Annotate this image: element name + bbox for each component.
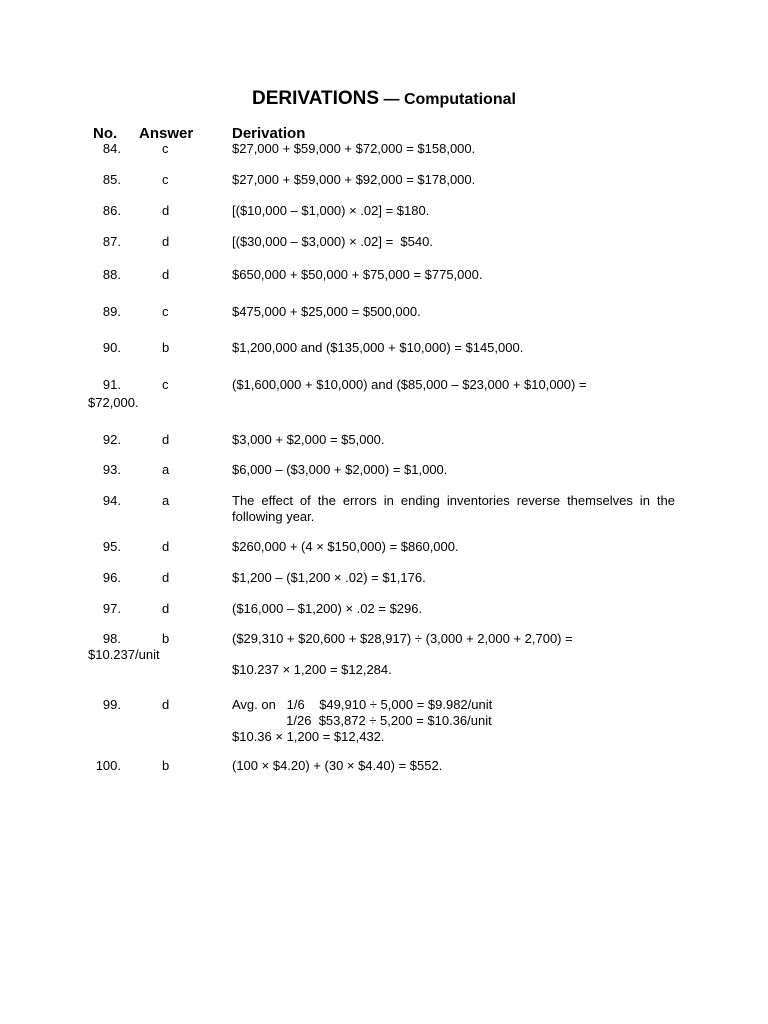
answer-letter: c [162,141,169,156]
answer-letter: a [162,462,170,477]
answer-letter: b [162,340,170,355]
question-number: 96. [102,570,121,585]
column-header-derivation: Derivation [232,125,306,142]
derivation-text: $3,000 + $2,000 = $5,000. [232,432,385,447]
question-number: 94. [102,493,121,508]
derivation-continuation-text: $10.237/unit [88,647,160,662]
answer-letter: d [162,432,170,447]
answer-letter: d [162,234,170,249]
answer-letter: c [162,172,169,187]
derivation-text: ($29,310 + $20,600 + $28,917) ÷ (3,000 + 2,000 + 2,700) = [232,631,573,646]
column-header-answer: Answer [139,125,194,142]
question-number: 86. [102,203,121,218]
question-number: 92. [102,432,121,447]
derivation-text: The effect of the errors in ending inventories reverse themselves in the following year. [232,493,675,524]
derivation-text: $27,000 + $59,000 + $92,000 = $178,000. [232,172,476,187]
answer-letter: a [162,493,170,508]
derivation-text: $650,000 + $50,000 + $75,000 = $775,000. [232,267,483,282]
derivation-text: $260,000 + (4 × $150,000) = $860,000. [232,539,459,554]
answer-letter: c [162,377,169,392]
derivation-text: [($10,000 – $1,000) × .02] = $180. [232,203,430,218]
derivation-text: $475,000 + $25,000 = $500,000. [232,304,421,319]
answer-letter: d [162,697,170,712]
derivation-text: $1,200,000 and ($135,000 + $10,000) = $145,000. [232,340,524,355]
answer-letter: d [162,539,170,554]
answer-letter: c [162,304,169,319]
answer-letter: b [162,631,170,646]
question-number: 88. [102,267,121,282]
question-number: 87. [102,234,121,249]
question-number: 85. [102,172,121,187]
page-title-sub: — Computational [379,91,516,108]
question-number: 90. [102,340,121,355]
answer-letter: d [162,203,170,218]
question-number: 99. [102,697,121,712]
question-number: 100. [95,758,121,773]
question-number: 91. [102,377,121,392]
question-number: 89. [102,304,121,319]
derivation-text: $1,200 – ($1,200 × .02) = $1,176. [232,570,426,585]
derivation-extra-text: $10.237 × 1,200 = $12,284. [232,662,392,677]
page-title [0,88,768,110]
question-number: 93. [102,462,121,477]
question-number: 95. [102,539,121,554]
derivation-text: Avg. on 1/6 $49,910 ÷ 5,000 = $9.982/unit 1/26 $53,872 ÷ 5,200 = $10.36/unit $10.36 × 1,200 = $12,432. [232,697,493,744]
answer-letter: b [162,758,170,773]
derivation-text: $27,000 + $59,000 + $72,000 = $158,000. [232,141,476,156]
question-number: 97. [102,601,121,616]
question-number: 98. [102,631,121,646]
page-title-main: DERIVATIONS [252,88,380,109]
derivation-text: ($16,000 – $1,200) × .02 = $296. [232,601,423,616]
derivation-text: ($1,600,000 + $10,000) and ($85,000 – $23,000 + $10,000) = [232,377,587,392]
derivation-continuation-text: $72,000. [88,395,139,410]
derivation-text: [($30,000 – $3,000) × .02] = $540. [232,234,433,249]
answer-letter: d [162,570,170,585]
answer-letter: d [162,267,170,282]
derivation-text: $6,000 – ($3,000 + $2,000) = $1,000. [232,462,448,477]
derivation-text: (100 × $4.20) + (30 × $4.40) = $552. [232,758,443,773]
answer-letter: d [162,601,170,616]
column-header-no: No. [93,125,118,142]
question-number: 84. [102,141,121,156]
